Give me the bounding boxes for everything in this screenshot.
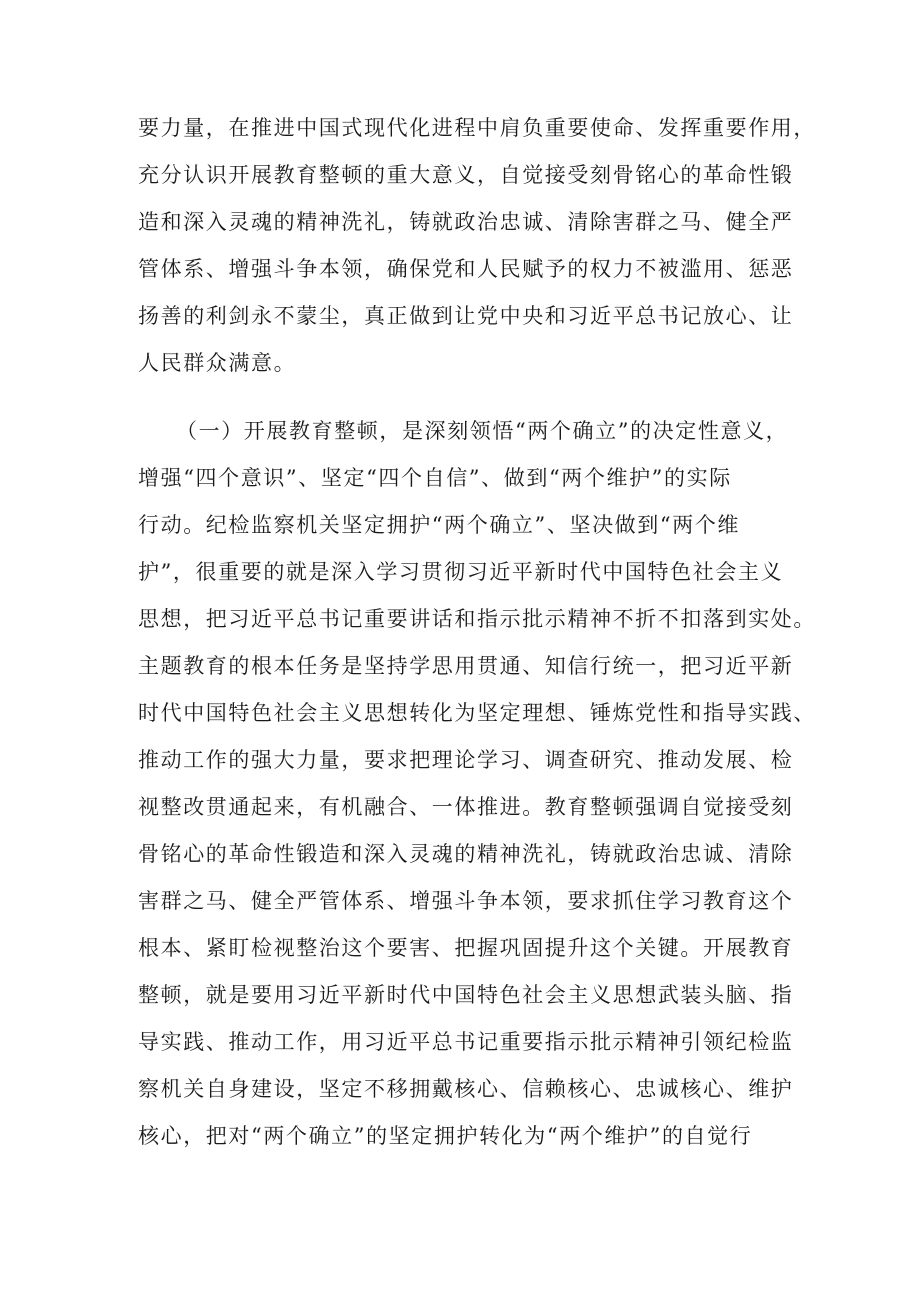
- text-line: 推动工作的强大力量，要求把理论学习、调查研究、推动发展、检: [138, 748, 794, 772]
- text-line: 充分认识开展教育整顿的重大意义，自觉接受刻骨铭心的革命性锻: [138, 163, 794, 187]
- text-line: 思想，把习近平总书记重要讲话和指示批示精神不折不扣落到实处。: [138, 607, 816, 631]
- text-line: 骨铭心的革命性锻造和深入灵魂的精神洗礼，铸就政治忠诚、清除: [138, 842, 794, 866]
- text-line: 护”，很重要的就是深入学习贯彻习近平新时代中国特色社会主义: [138, 560, 784, 584]
- text-line: 扬善的利剑永不蒙尘，真正做到让党中央和习近平总书记放心、让: [138, 304, 794, 328]
- text-line: 察机关自身建设，坚定不移拥戴核心、信赖核心、忠诚核心、维护: [138, 1077, 794, 1101]
- text-line: 行动。纪检监察机关坚定拥护“两个确立”、坚决做到“两个维: [138, 513, 741, 537]
- text-line: （一）开展教育整顿，是深刻领悟“两个确立”的决定性意义，: [176, 419, 789, 443]
- text-line: 人民群众满意。: [138, 351, 297, 375]
- text-line: 增强“四个意识”、坚定“四个自信”、做到“两个维护”的实际: [138, 466, 732, 490]
- text-line: 整顿，就是要用习近平新时代中国特色社会主义思想武装头脑、指: [138, 983, 794, 1007]
- text-line: 根本、紧盯检视整治这个要害、把握巩固提升这个关键。开展教育: [138, 936, 794, 960]
- text-line: 视整改贯通起来，有机融合、一体推进。教育整顿强调自觉接受刻: [138, 795, 794, 819]
- text-line: 主题教育的根本任务是坚持学思用贯通、知信行统一，把习近平新: [138, 654, 794, 678]
- text-line: 核心，把对“两个确立”的坚定拥护转化为“两个维护”的自觉行: [138, 1124, 753, 1148]
- text-line: 要力量，在推进中国式现代化进程中肩负重要使命、发挥重要作用，: [138, 116, 816, 140]
- text-line: 管体系、增强斗争本领，确保党和人民赋予的权力不被滥用、惩恶: [138, 257, 794, 281]
- text-line: 害群之马、健全严管体系、增强斗争本领，要求抓住学习教育这个: [138, 889, 794, 913]
- text-line: 造和深入灵魂的精神洗礼，铸就政治忠诚、清除害群之马、健全严: [138, 210, 794, 234]
- text-line: 时代中国特色社会主义思想转化为坚定理想、锤炼党性和指导实践、: [138, 701, 816, 725]
- text-line: 导实践、推动工作，用习近平总书记重要指示批示精神引领纪检监: [138, 1030, 794, 1054]
